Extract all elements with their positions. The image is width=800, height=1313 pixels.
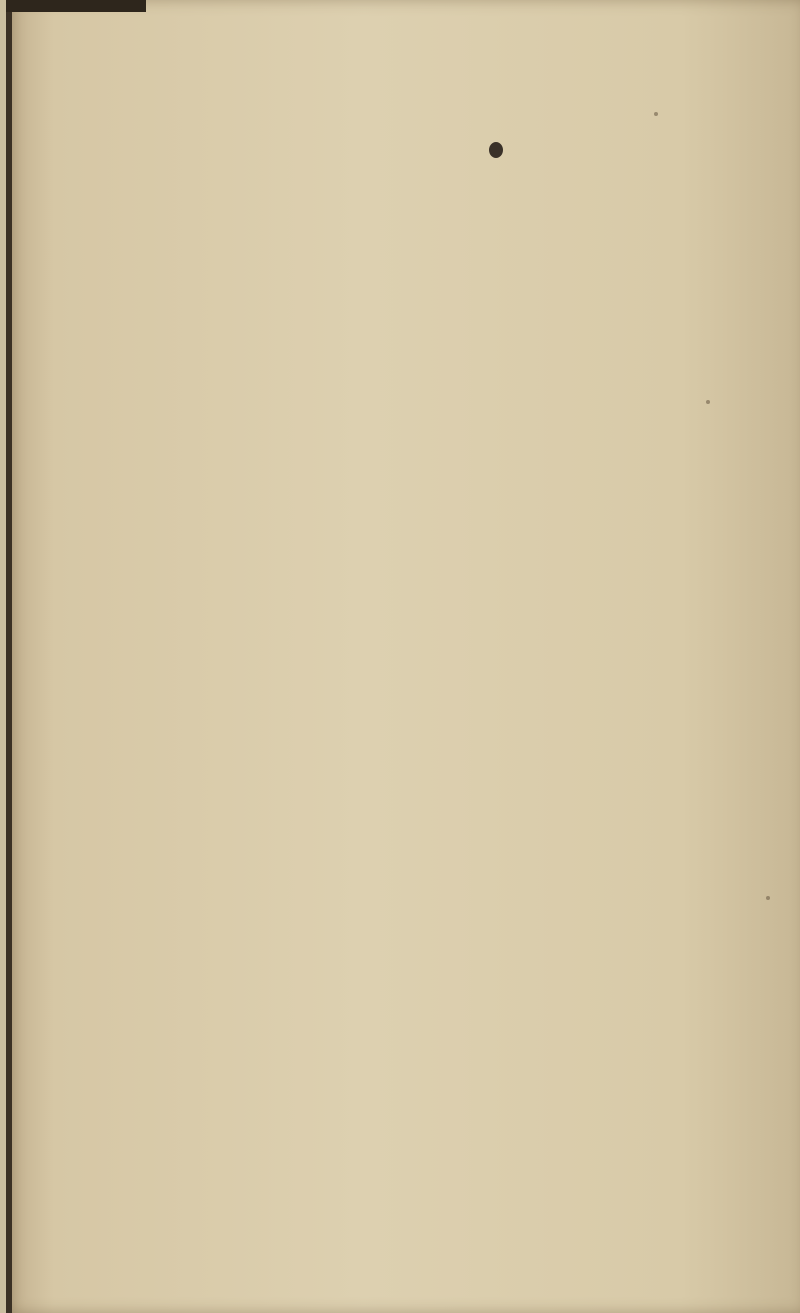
page-top-shadow [6, 0, 146, 12]
book-page [6, 0, 800, 1313]
ink-blot [489, 142, 503, 158]
page-left-edge [6, 0, 12, 1313]
